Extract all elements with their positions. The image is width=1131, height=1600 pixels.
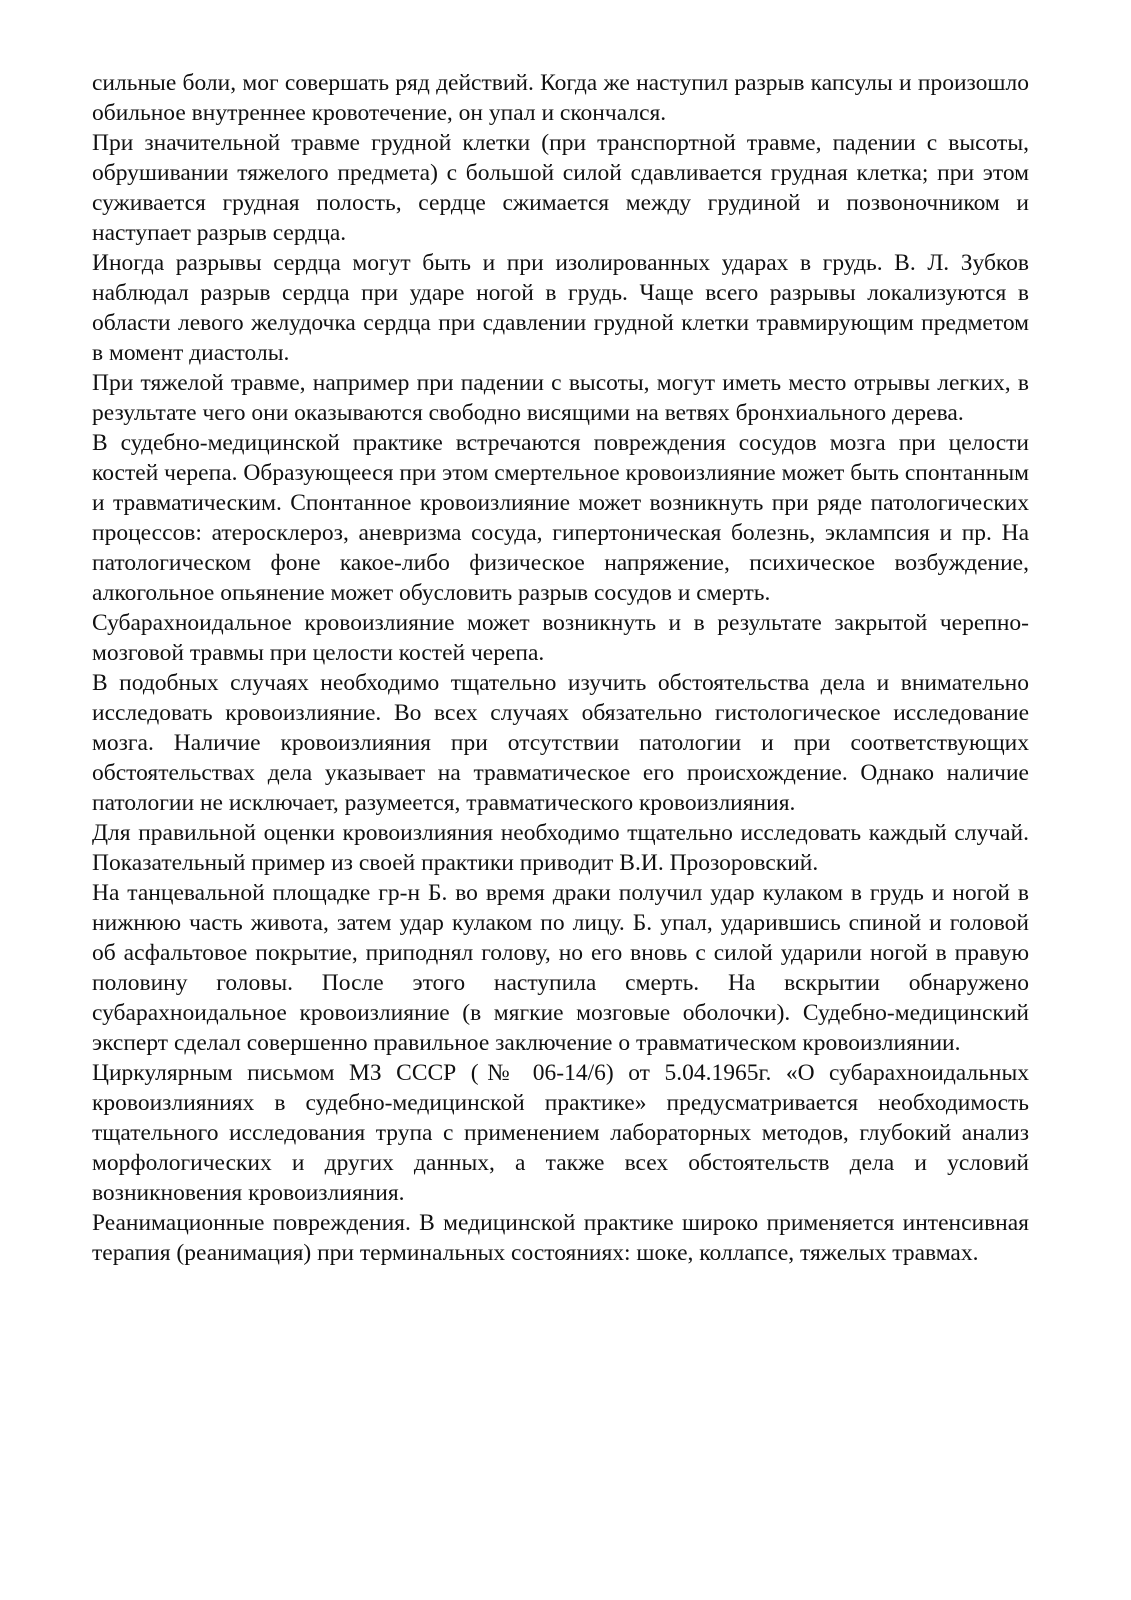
paragraph-4: При тяжелой травме, например при падении с высоты, могут иметь место отрывы легких, в результате чего они оказываются свободно висящими на ветвях бронхиального дерева. [92, 370, 1029, 426]
paragraph-10: Циркулярным письмом МЗ СССР (№ 06-14/6) от 5.04.1965г. «О субарахноидальных кровоизлияниях в судебно-медицинской практике» предусматривается необходимость тщательного исследования трупа с применением лабораторных методов, глубокий анализ морфологических и других данных, а также всех обстоятельств дела и условий возникновения кровоизлияния. [92, 1060, 1029, 1206]
paragraph-6: Субарахноидальное кровоизлияние может возникнуть и в результате закрытой черепно-мозговой травмы при целости костей черепа. [92, 610, 1029, 666]
paragraph-11: Реанимационные повреждения. В медицинской практике широко применяется интенсивная терапия (реанимация) при терминальных состояниях: шоке, коллапсе, тяжелых травмах. [92, 1210, 1029, 1266]
paragraph-2: При значительной травме грудной клетки (при транспортной травме, падении с высоты, обрушивании тяжелого предмета) с большой силой сдавливается грудная клетка; при этом суживается грудная полость, сердце сжимается между грудиной и позвоночником и наступает разрыв сердца. [92, 130, 1029, 246]
document-page [92, 68, 1029, 1268]
paragraph-1: сильные боли, мог совершать ряд действий. Когда же наступил разрыв капсулы и произошло обильное внутреннее кровотечение, он упал и скончался. [92, 70, 1029, 126]
paragraph-9: На танцевальной площадке гр-н Б. во время драки получил удар кулаком в грудь и ногой в нижнюю часть живота, затем удар кулаком по лицу. Б. упал, ударившись спиной и головой об асфальтовое покрытие, приподнял голову, но его вновь с силой ударили ногой в правую половину головы. После этого наступила смерть. На вскрытии обнаружено субарахноидальное кровоизлияние (в мягкие мозговые оболочки). Судебно-медицинский эксперт сделал совершенно правильное заключение о травматическом кровоизлиянии. [92, 880, 1029, 1056]
paragraph-7: В подобных случаях необходимо тщательно изучить обстоятельства дела и внимательно исследовать кровоизлияние. Во всех случаях обязательно гистологическое исследование мозга. Наличие кровоизлияния при отсутствии патологии и при соответствующих обстоятельствах дела указывает на травматическое его происхождение. Однако наличие патологии не исключает, разумеется, травматического кровоизлияния. [92, 670, 1029, 816]
paragraph-3: Иногда разрывы сердца могут быть и при изолированных ударах в грудь. В. Л. Зубков наблюдал разрыв сердца при ударе ногой в грудь. Чаще всего разрывы локализуются в области левого желудочка сердца при сдавлении грудной клетки травмирующим предметом в момент диастолы. [92, 250, 1029, 366]
paragraph-8: Для правильной оценки кровоизлияния необходимо тщательно исследовать каждый случай. Показательный пример из своей практики приводит В.И. Прозоровский. [92, 820, 1029, 876]
paragraph-5: В судебно-медицинской практике встречаются повреждения сосудов мозга при целости костей черепа. Образующееся при этом смертельное кровоизлияние может быть спонтанным и травматическим. Спонтанное кровоизлияние может возникнуть при ряде патологических процессов: атеросклероз, аневризма сосуда, гипертоническая болезнь, эклампсия и пр. На патологическом фоне какое-либо физическое напряжение, психическое возбуждение, алкогольное опьянение может обусловить разрыв сосудов и смерть. [92, 430, 1029, 606]
